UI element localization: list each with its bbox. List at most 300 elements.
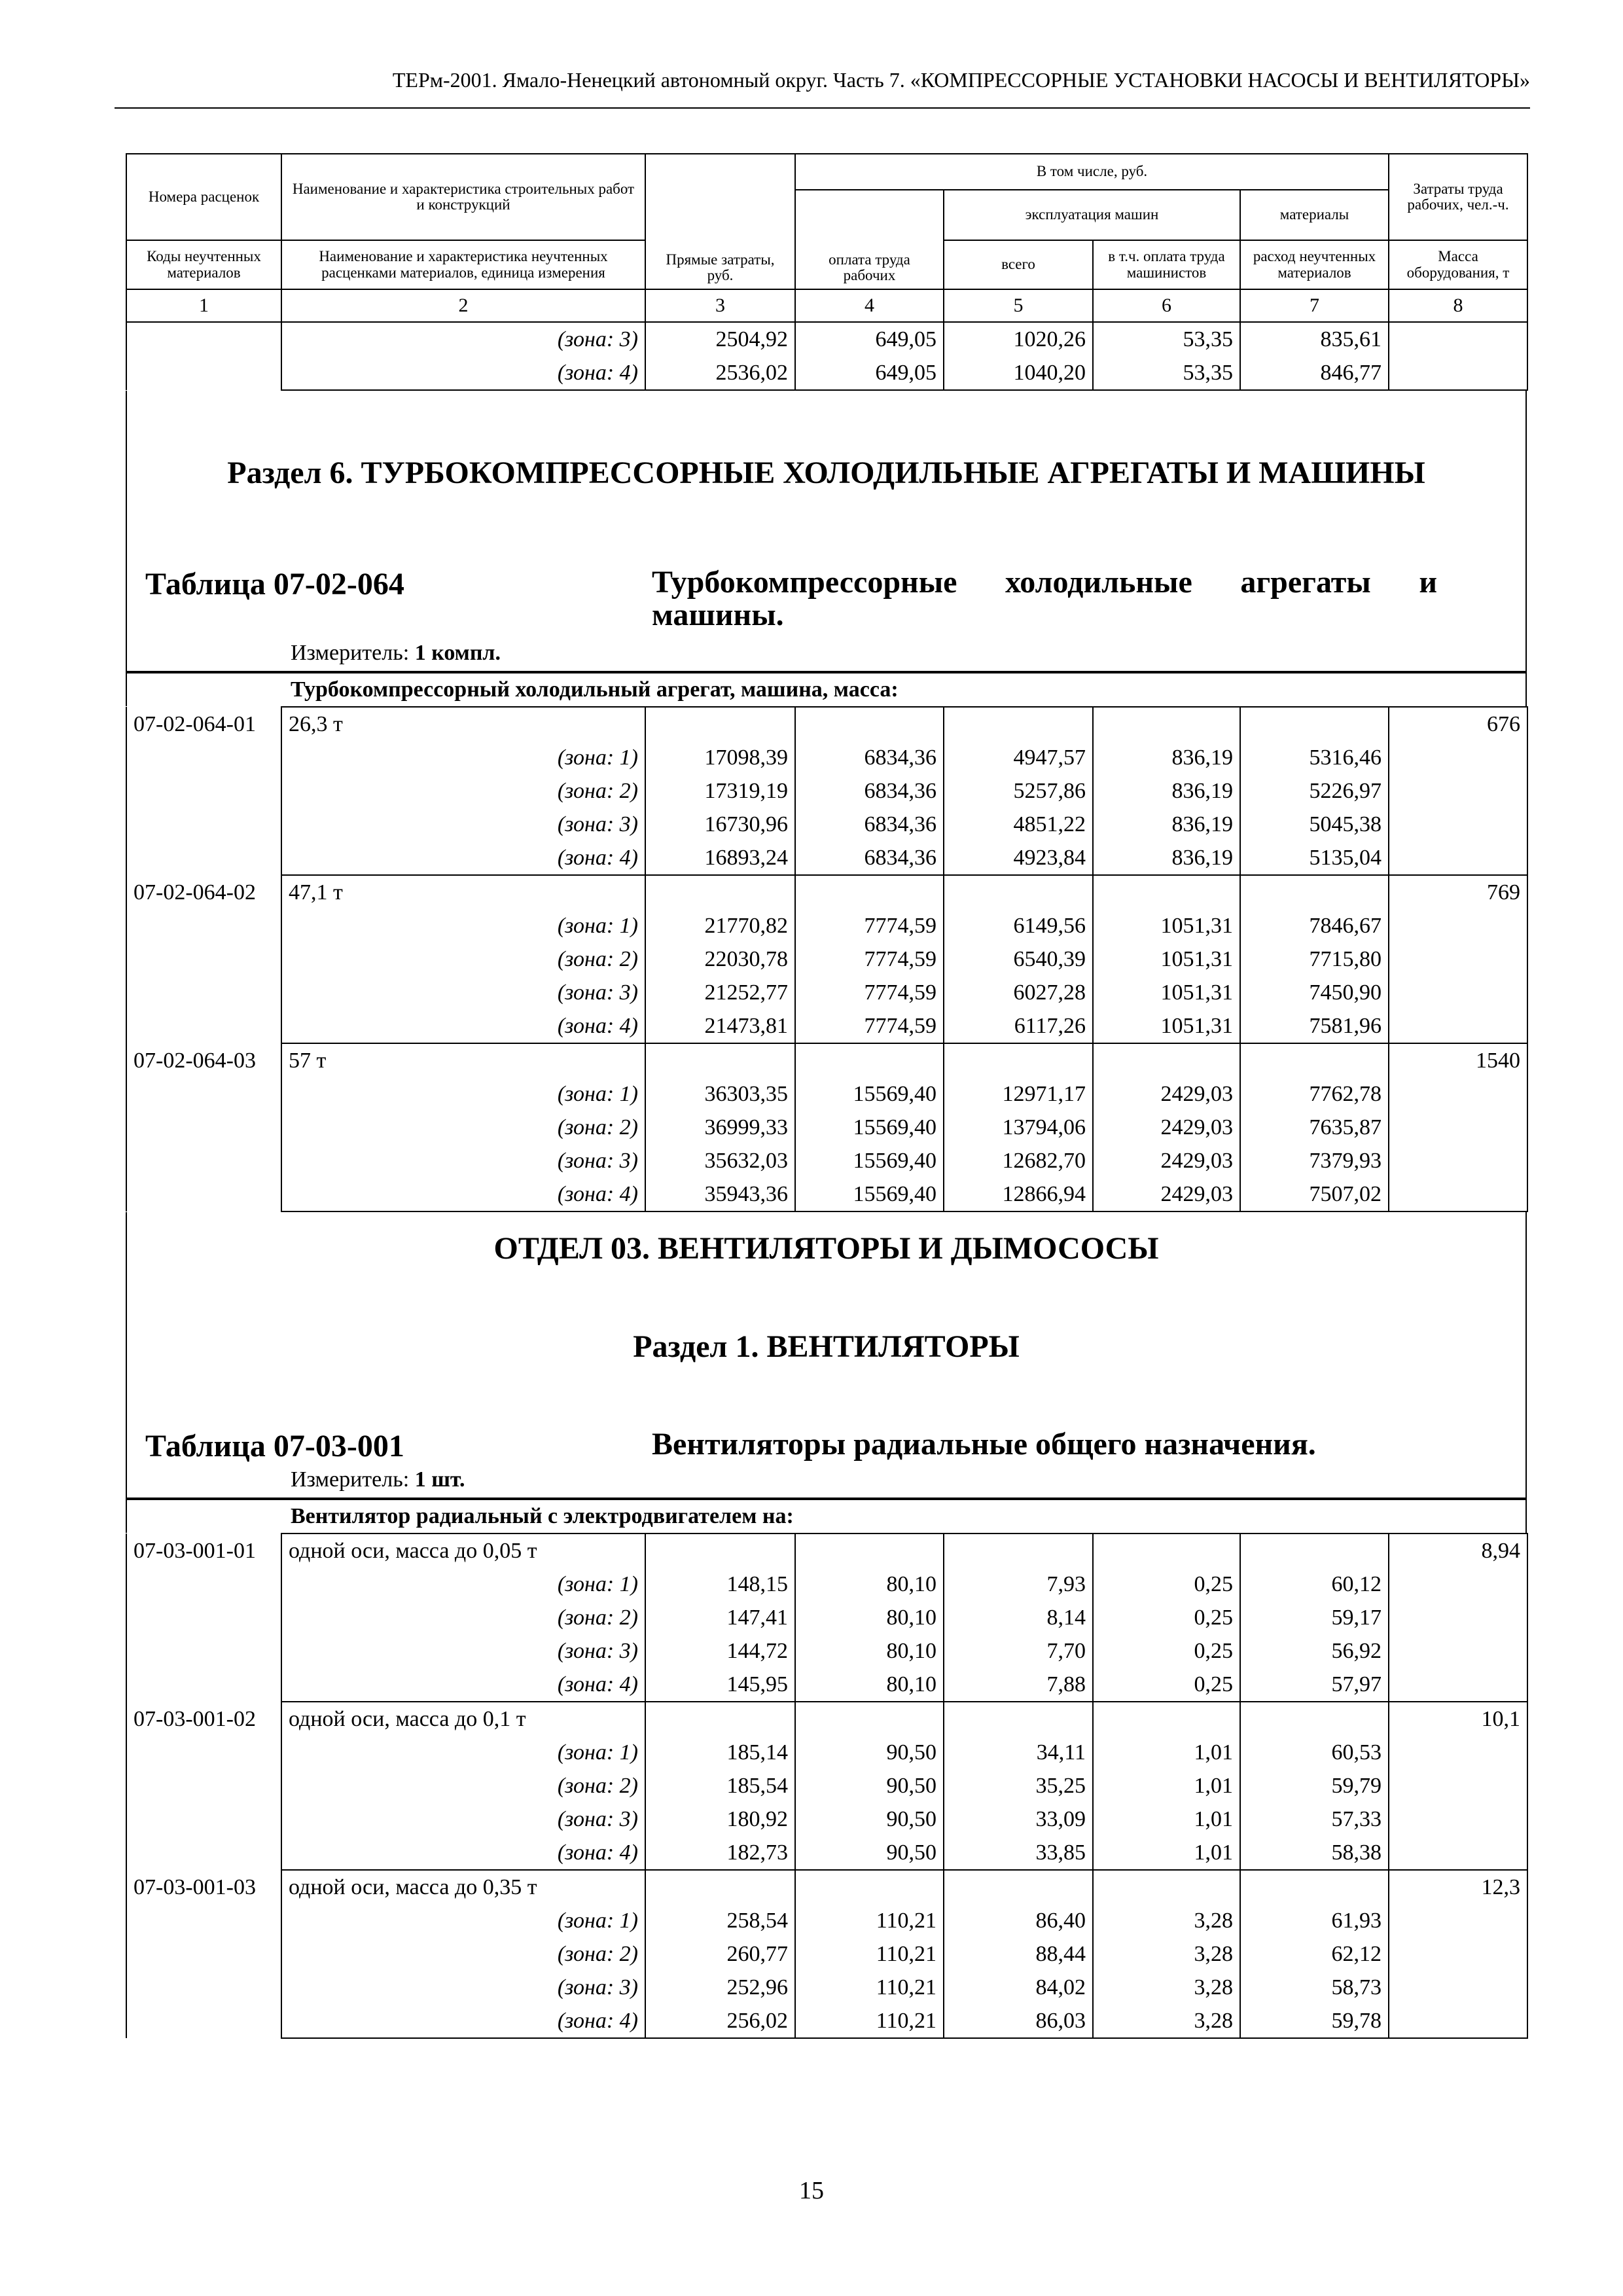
zone-cell: (зона: 1) — [281, 1568, 645, 1601]
materials-cell: 7581,96 — [1240, 1009, 1389, 1043]
direct-cost-cell: 17319,19 — [645, 774, 795, 808]
labor-pay-cell: 110,21 — [795, 2004, 944, 2038]
table-row — [126, 1568, 1527, 1601]
labor-pay-cell: 110,21 — [795, 1971, 944, 2004]
mass-cell: 12,3 — [1389, 1870, 1527, 1904]
machinists-cell: 1,01 — [1093, 1803, 1240, 1836]
table-row — [126, 1836, 1527, 1870]
col-num-8: 8 — [1389, 289, 1527, 322]
empty-cell — [645, 1702, 795, 1736]
rate-name: одной оси, масса до 0,35 т — [281, 1870, 645, 1904]
machines-cell: 12866,94 — [944, 1177, 1093, 1211]
header-mass: Масса оборудования, т — [1389, 240, 1527, 289]
machinists-cell: 836,19 — [1093, 741, 1240, 774]
machinists-cell: 1051,31 — [1093, 976, 1240, 1009]
labor-pay-cell: 6834,36 — [795, 841, 944, 875]
materials-cell: 62,12 — [1240, 1937, 1389, 1971]
code-cell — [126, 356, 281, 390]
zone-cell: (зона: 3) — [281, 1144, 645, 1177]
mass-cell — [1389, 356, 1527, 390]
machinists-cell: 1051,31 — [1093, 909, 1240, 942]
materials-cell: 835,61 — [1240, 323, 1389, 356]
machines-cell: 4851,22 — [944, 808, 1093, 841]
zone-cell: (зона: 3) — [281, 808, 645, 841]
page-number: 15 — [799, 2177, 824, 2204]
materials-cell: 59,79 — [1240, 1769, 1389, 1803]
direct-cost-cell: 180,92 — [645, 1803, 795, 1836]
header-materials: материалы — [1240, 190, 1389, 240]
empty-cell — [1093, 1534, 1240, 1568]
table-row — [126, 1601, 1527, 1634]
mass-cell — [1389, 1668, 1527, 1702]
mass-cell: 769 — [1389, 875, 1527, 909]
empty-cell — [944, 875, 1093, 909]
table-row — [126, 841, 1527, 875]
code-cell — [126, 1634, 281, 1668]
code-cell — [126, 1836, 281, 1870]
zone-cell: (зона: 1) — [281, 909, 645, 942]
table-row — [126, 1971, 1527, 2004]
measure-label-2: Измеритель: — [291, 1467, 410, 1492]
code-cell — [126, 1668, 281, 1702]
direct-cost-cell: 148,15 — [645, 1568, 795, 1601]
mass-cell — [1389, 942, 1527, 976]
mass-cell — [1389, 808, 1527, 841]
direct-cost-cell: 2536,02 — [645, 356, 795, 390]
mass-cell: 1540 — [1389, 1043, 1527, 1077]
mass-cell — [1389, 1634, 1527, 1668]
machinists-cell: 2429,03 — [1093, 1144, 1240, 1177]
direct-cost-cell: 35632,03 — [645, 1144, 795, 1177]
machines-cell: 86,40 — [944, 1904, 1093, 1937]
labor-pay-cell: 6834,36 — [795, 808, 944, 841]
machines-cell: 13794,06 — [944, 1111, 1093, 1144]
empty-cell — [795, 1534, 944, 1568]
machinists-cell: 3,28 — [1093, 1904, 1240, 1937]
table-row — [126, 909, 1527, 942]
measure-value-2: 1 шт. — [414, 1467, 465, 1492]
table-row — [126, 774, 1527, 808]
code-cell — [126, 976, 281, 1009]
empty-cell — [1240, 1534, 1389, 1568]
code-cell — [126, 1009, 281, 1043]
machinists-cell: 2429,03 — [1093, 1111, 1240, 1144]
machines-cell: 88,44 — [944, 1937, 1093, 1971]
empty-cell — [944, 1870, 1093, 1904]
empty-cell — [1240, 707, 1389, 741]
table-row — [126, 942, 1527, 976]
machinists-cell: 1051,31 — [1093, 942, 1240, 976]
materials-cell: 846,77 — [1240, 356, 1389, 390]
machines-cell: 33,85 — [944, 1836, 1093, 1870]
direct-cost-cell: 258,54 — [645, 1904, 795, 1937]
rate-code: 07-02-064-03 — [126, 1043, 281, 1077]
col-num-5: 5 — [944, 289, 1093, 322]
labor-pay-cell: 7774,59 — [795, 942, 944, 976]
machinists-cell: 836,19 — [1093, 841, 1240, 875]
mass-cell — [1389, 841, 1527, 875]
machinists-cell: 2429,03 — [1093, 1177, 1240, 1211]
measure-value: 1 компл. — [414, 641, 501, 665]
direct-cost-cell: 147,41 — [645, 1601, 795, 1634]
table-row — [126, 1769, 1527, 1803]
machines-cell: 7,88 — [944, 1668, 1093, 1702]
empty-cell — [795, 875, 944, 909]
mass-cell: 8,94 — [1389, 1534, 1527, 1568]
labor-pay-cell: 110,21 — [795, 1937, 944, 1971]
zone-cell: (зона: 3) — [281, 1634, 645, 1668]
zone-cell: (зона: 4) — [281, 356, 645, 390]
direct-cost-cell: 144,72 — [645, 1634, 795, 1668]
labor-pay-cell: 7774,59 — [795, 1009, 944, 1043]
code-cell — [126, 741, 281, 774]
direct-cost-cell: 21473,81 — [645, 1009, 795, 1043]
materials-cell: 5226,97 — [1240, 774, 1389, 808]
col-num-4: 4 — [795, 289, 944, 322]
machinists-cell: 2429,03 — [1093, 1077, 1240, 1111]
mass-cell: 676 — [1389, 707, 1527, 741]
carry-over-table — [126, 323, 1528, 391]
rates-rows-2 — [126, 1534, 1527, 2038]
header-including: В том числе, руб. — [795, 154, 1389, 190]
direct-cost-cell: 185,54 — [645, 1769, 795, 1803]
rate-code: 07-02-064-01 — [126, 707, 281, 741]
materials-cell: 7762,78 — [1240, 1077, 1389, 1111]
code-cell — [126, 1111, 281, 1144]
table-row — [126, 1634, 1527, 1668]
mass-cell — [1389, 1769, 1527, 1803]
empty-cell — [795, 1043, 944, 1077]
materials-cell: 60,53 — [1240, 1736, 1389, 1769]
table-row — [126, 1111, 1527, 1144]
code-cell — [126, 942, 281, 976]
table-name: Турбокомпрессорные холодильные агрегаты и машины. — [652, 565, 1437, 633]
header-name-bottom: Наименование и характеристика неучтенных расценками материалов, единица измерения — [281, 240, 645, 289]
rates-table-1 — [126, 706, 1528, 1212]
materials-cell: 61,93 — [1240, 1904, 1389, 1937]
direct-cost-cell: 2504,92 — [645, 323, 795, 356]
machinists-cell: 53,35 — [1093, 323, 1240, 356]
direct-cost-cell: 36999,33 — [645, 1111, 795, 1144]
mass-cell — [1389, 1144, 1527, 1177]
direct-cost-cell: 145,95 — [645, 1668, 795, 1702]
code-cell — [126, 323, 281, 356]
labor-pay-cell: 80,10 — [795, 1568, 944, 1601]
labor-pay-cell: 90,50 — [795, 1736, 944, 1769]
labor-pay-cell: 6834,36 — [795, 741, 944, 774]
zone-cell: (зона: 3) — [281, 976, 645, 1009]
machines-cell: 6027,28 — [944, 976, 1093, 1009]
table-row — [126, 1077, 1527, 1111]
materials-cell: 58,73 — [1240, 1971, 1389, 2004]
empty-cell — [1240, 1043, 1389, 1077]
zone-cell: (зона: 2) — [281, 774, 645, 808]
rate-name: 57 т — [281, 1043, 645, 1077]
labor-pay-cell: 110,21 — [795, 1904, 944, 1937]
labor-pay-cell: 90,50 — [795, 1836, 944, 1870]
table-row — [126, 1177, 1527, 1211]
machinists-cell: 0,25 — [1093, 1568, 1240, 1601]
header-machines: эксплуатация машин — [944, 190, 1240, 240]
code-cell — [126, 1736, 281, 1769]
materials-cell: 57,97 — [1240, 1668, 1389, 1702]
empty-cell — [795, 1702, 944, 1736]
empty-cell — [944, 1534, 1093, 1568]
rate-code: 07-03-001-03 — [126, 1870, 281, 1904]
empty-cell — [1240, 1870, 1389, 1904]
labor-pay-cell: 649,05 — [795, 323, 944, 356]
zone-cell: (зона: 1) — [281, 1077, 645, 1111]
table-row — [126, 1043, 1527, 1077]
empty-cell — [645, 1534, 795, 1568]
mass-cell — [1389, 1177, 1527, 1211]
col-num-3: 3 — [645, 289, 795, 322]
direct-cost-cell: 36303,35 — [645, 1077, 795, 1111]
mass-cell — [1389, 1111, 1527, 1144]
code-cell — [126, 1177, 281, 1211]
empty-cell — [645, 707, 795, 741]
labor-pay-cell: 80,10 — [795, 1634, 944, 1668]
empty-cell — [645, 875, 795, 909]
machinists-cell: 0,25 — [1093, 1668, 1240, 1702]
header-labor: Затраты труда рабочих, чел.-ч. — [1389, 154, 1527, 240]
labor-pay-cell: 7774,59 — [795, 909, 944, 942]
direct-cost-cell: 21770,82 — [645, 909, 795, 942]
table-row — [126, 741, 1527, 774]
document-content — [126, 153, 1527, 2039]
zone-cell: (зона: 2) — [281, 1769, 645, 1803]
machines-cell: 5257,86 — [944, 774, 1093, 808]
header-machinists-pay: в т.ч. оплата труда машинистов — [1093, 240, 1240, 289]
zone-cell: (зона: 4) — [281, 1668, 645, 1702]
code-cell — [126, 841, 281, 875]
code-cell — [126, 808, 281, 841]
direct-cost-cell: 185,14 — [645, 1736, 795, 1769]
col-num-1: 1 — [126, 289, 281, 322]
machines-cell: 6117,26 — [944, 1009, 1093, 1043]
labor-pay-cell: 80,10 — [795, 1668, 944, 1702]
zone-cell: (зона: 1) — [281, 1904, 645, 1937]
empty-cell — [795, 707, 944, 741]
zone-cell: (зона: 1) — [281, 741, 645, 774]
mass-cell — [1389, 2004, 1527, 2038]
code-cell — [126, 2004, 281, 2038]
labor-pay-cell: 90,50 — [795, 1803, 944, 1836]
machines-cell: 86,03 — [944, 2004, 1093, 2038]
machines-cell: 6149,56 — [944, 909, 1093, 942]
labor-pay-cell: 6834,36 — [795, 774, 944, 808]
mass-cell — [1389, 1803, 1527, 1836]
zone-cell: (зона: 3) — [281, 1803, 645, 1836]
labor-pay-cell: 90,50 — [795, 1769, 944, 1803]
empty-cell — [1240, 1702, 1389, 1736]
header-machines-total: всего — [944, 240, 1093, 289]
machinists-cell: 1,01 — [1093, 1736, 1240, 1769]
empty-cell — [944, 707, 1093, 741]
labor-pay-cell: 15569,40 — [795, 1111, 944, 1144]
machinists-cell: 3,28 — [1093, 2004, 1240, 2038]
rates-table-2 — [126, 1533, 1528, 2039]
rate-name: 26,3 т — [281, 707, 645, 741]
rate-name: одной оси, масса до 0,1 т — [281, 1702, 645, 1736]
labor-pay-cell: 15569,40 — [795, 1177, 944, 1211]
rate-code: 07-03-001-01 — [126, 1534, 281, 1568]
machinists-cell: 3,28 — [1093, 1971, 1240, 2004]
labor-pay-cell: 15569,40 — [795, 1144, 944, 1177]
machinists-cell: 53,35 — [1093, 356, 1240, 390]
table-row — [126, 1736, 1527, 1769]
table-row — [126, 1937, 1527, 1971]
table-row — [126, 1870, 1527, 1904]
zone-cell: (зона: 2) — [281, 1111, 645, 1144]
materials-cell: 60,12 — [1240, 1568, 1389, 1601]
materials-cell: 7507,02 — [1240, 1177, 1389, 1211]
header-codes-bottom: Коды неучтенных материалов — [126, 240, 281, 289]
zone-cell: (зона: 3) — [281, 323, 645, 356]
mass-cell — [1389, 1009, 1527, 1043]
zone-cell: (зона: 4) — [281, 1177, 645, 1211]
materials-cell: 56,92 — [1240, 1634, 1389, 1668]
materials-cell: 7715,80 — [1240, 942, 1389, 976]
empty-cell — [1093, 1702, 1240, 1736]
materials-cell: 5316,46 — [1240, 741, 1389, 774]
table-row — [126, 356, 1527, 390]
code-cell — [126, 1904, 281, 1937]
machines-cell: 12682,70 — [944, 1144, 1093, 1177]
section-title-2: Раздел 1. ВЕНТИЛЯТОРЫ — [633, 1329, 1020, 1364]
mass-cell — [1389, 1937, 1527, 1971]
measure — [127, 641, 501, 666]
zone-cell: (зона: 4) — [281, 841, 645, 875]
code-cell — [126, 1077, 281, 1111]
code-cell — [126, 1601, 281, 1634]
empty-cell — [944, 1043, 1093, 1077]
zone-cell: (зона: 4) — [281, 1009, 645, 1043]
machines-cell: 1020,26 — [944, 323, 1093, 356]
mass-cell: 10,1 — [1389, 1702, 1527, 1736]
group-heading-2: Вентилятор радиальный с электродвигателем на: — [126, 1499, 1527, 1533]
table-row — [126, 1702, 1527, 1736]
empty-cell — [645, 1043, 795, 1077]
zone-cell: (зона: 3) — [281, 1971, 645, 2004]
materials-cell: 7635,87 — [1240, 1111, 1389, 1144]
materials-cell: 59,78 — [1240, 2004, 1389, 2038]
header-material-usage: расход неучтенных материалов — [1240, 240, 1389, 289]
measure-2 — [127, 1467, 465, 1492]
empty-cell — [1093, 1043, 1240, 1077]
machines-cell: 8,14 — [944, 1601, 1093, 1634]
zone-cell: (зона: 4) — [281, 1836, 645, 1870]
table-id: Таблица 07-02-064 — [145, 567, 404, 601]
labor-pay-cell: 649,05 — [795, 356, 944, 390]
machines-cell: 34,11 — [944, 1736, 1093, 1769]
machines-cell: 35,25 — [944, 1769, 1093, 1803]
code-cell — [126, 1769, 281, 1803]
code-cell — [126, 1937, 281, 1971]
materials-cell: 5045,38 — [1240, 808, 1389, 841]
table-row — [126, 875, 1527, 909]
machines-cell: 6540,39 — [944, 942, 1093, 976]
code-cell — [126, 774, 281, 808]
table-row — [126, 2004, 1527, 2038]
machinists-cell: 1,01 — [1093, 1836, 1240, 1870]
machinists-cell: 836,19 — [1093, 774, 1240, 808]
rate-name: 47,1 т — [281, 875, 645, 909]
group-heading: Турбокомпрессорный холодильный агрегат, машина, масса: — [126, 672, 1527, 706]
section-block-2 — [126, 1212, 1527, 1499]
table-row — [126, 1803, 1527, 1836]
direct-cost-cell: 252,96 — [645, 1971, 795, 2004]
labor-pay-cell: 80,10 — [795, 1601, 944, 1634]
machinists-cell: 1051,31 — [1093, 1009, 1240, 1043]
measure-label: Измеритель: — [291, 641, 410, 665]
machinists-cell: 1,01 — [1093, 1769, 1240, 1803]
direct-cost-cell: 260,77 — [645, 1937, 795, 1971]
section-title: Раздел 6. ТУРБОКОМПРЕССОРНЫЕ ХОЛОДИЛЬНЫЕ АГРЕГАТЫ И МАШИНЫ — [227, 456, 1425, 490]
empty-cell — [1093, 707, 1240, 741]
empty-cell — [1240, 875, 1389, 909]
mass-cell — [1389, 976, 1527, 1009]
running-header: ТЕРм-2001. Ямало-Ненецкий автономный округ. Часть 7. «КОМПРЕССОРНЫЕ УСТАНОВКИ НАСОСЫ И ВЕНТИЛЯТОРЫ» — [115, 68, 1530, 109]
mass-cell — [1389, 1077, 1527, 1111]
labor-pay-cell: 7774,59 — [795, 976, 944, 1009]
machines-cell: 4947,57 — [944, 741, 1093, 774]
machines-cell: 7,93 — [944, 1568, 1093, 1601]
table-id-2: Таблица 07-03-001 — [145, 1429, 404, 1463]
rate-name: одной оси, масса до 0,05 т — [281, 1534, 645, 1568]
col-num-2: 2 — [281, 289, 645, 322]
machinists-cell: 836,19 — [1093, 808, 1240, 841]
mass-cell — [1389, 1736, 1527, 1769]
code-cell — [126, 1803, 281, 1836]
mass-cell — [1389, 1568, 1527, 1601]
empty-cell — [944, 1702, 1093, 1736]
table-row — [126, 323, 1527, 356]
mass-cell — [1389, 774, 1527, 808]
code-cell — [126, 909, 281, 942]
zone-cell: (зона: 2) — [281, 942, 645, 976]
empty-cell — [795, 1870, 944, 1904]
department-title: ОТДЕЛ 03. ВЕНТИЛЯТОРЫ И ДЫМОСОСЫ — [493, 1231, 1159, 1266]
machines-cell: 33,09 — [944, 1803, 1093, 1836]
zone-cell: (зона: 2) — [281, 1937, 645, 1971]
section-block-1 — [126, 391, 1527, 672]
code-cell — [126, 1144, 281, 1177]
direct-cost-cell: 16730,96 — [645, 808, 795, 841]
header-labor-pay: оплата труда рабочих — [795, 190, 944, 289]
zone-cell: (зона: 2) — [281, 1601, 645, 1634]
direct-cost-cell: 17098,39 — [645, 741, 795, 774]
rate-code: 07-02-064-02 — [126, 875, 281, 909]
machinists-cell: 3,28 — [1093, 1937, 1240, 1971]
materials-cell: 5135,04 — [1240, 841, 1389, 875]
materials-cell: 57,33 — [1240, 1803, 1389, 1836]
mass-cell — [1389, 1601, 1527, 1634]
zone-cell: (зона: 4) — [281, 2004, 645, 2038]
direct-cost-cell: 182,73 — [645, 1836, 795, 1870]
direct-cost-cell: 256,02 — [645, 2004, 795, 2038]
table-row — [126, 808, 1527, 841]
materials-cell: 58,38 — [1240, 1836, 1389, 1870]
direct-cost-cell: 21252,77 — [645, 976, 795, 1009]
direct-cost-cell: 22030,78 — [645, 942, 795, 976]
table-name-2: Вентиляторы радиальные общего назначения. — [652, 1427, 1316, 1462]
table-row — [126, 976, 1527, 1009]
code-cell — [126, 1971, 281, 2004]
col-num-6: 6 — [1093, 289, 1240, 322]
mass-cell — [1389, 1836, 1527, 1870]
carry-over-rows — [126, 323, 1527, 390]
